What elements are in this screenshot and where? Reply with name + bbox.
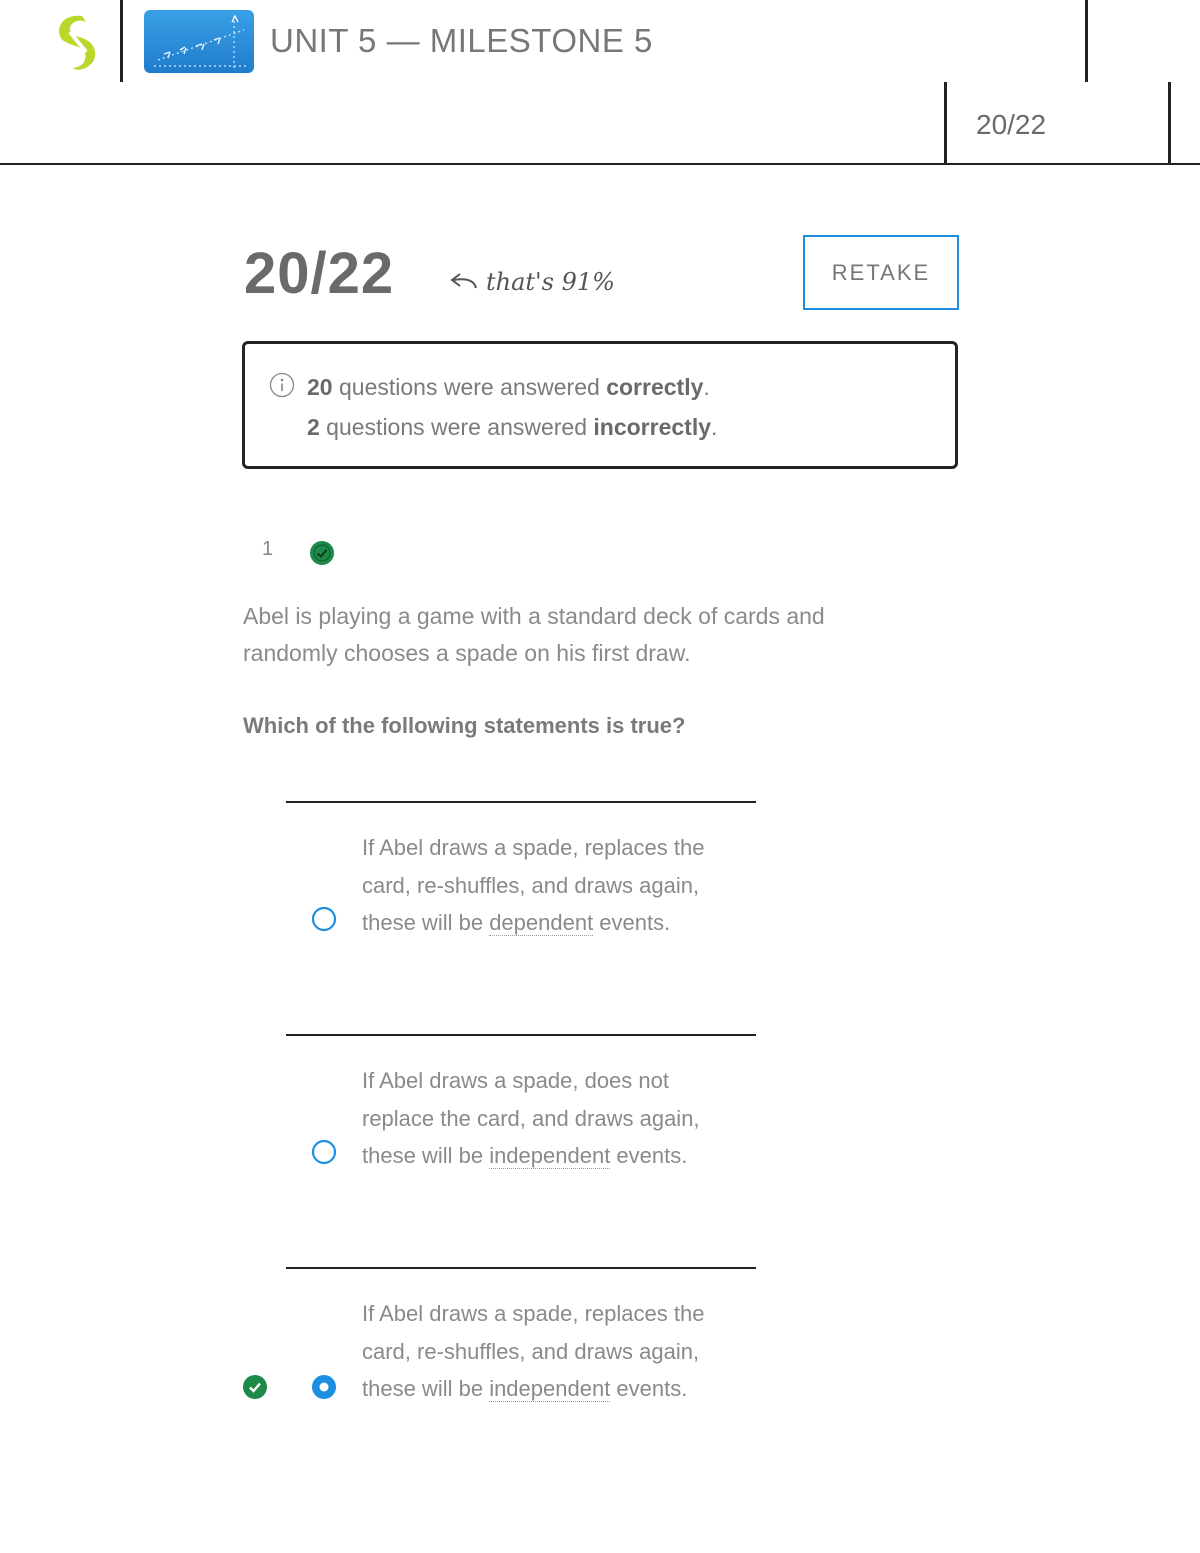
results-summary-box [242, 341, 958, 469]
answer-option[interactable] [362, 1062, 732, 1175]
percent-note [446, 264, 615, 300]
info-icon [269, 372, 295, 398]
option-text-end: events. [593, 910, 671, 935]
sophia-logo-icon [52, 12, 100, 72]
option-divider [286, 801, 756, 803]
radio-unselected-icon[interactable] [311, 906, 337, 932]
glossary-term-link[interactable]: dependent [489, 910, 594, 935]
glossary-term-link[interactable]: independent [489, 1143, 611, 1168]
percent-note-text: that's 91% [486, 268, 615, 296]
radio-selected-icon[interactable] [311, 1374, 337, 1400]
course-thumbnail [144, 10, 254, 73]
summary-period: . [703, 374, 710, 400]
option-text-end: events. [610, 1143, 688, 1168]
summary-text: questions were answered [319, 414, 594, 440]
header-divider [1085, 0, 1088, 82]
option-text: If Abel draws a spade, does not replace the card, and draws again, these will be [362, 1068, 700, 1168]
score-value: 20/22 [244, 241, 395, 306]
question-text: Abel is playing a game with a standard deck of cards and randomly chooses a spade on his first draw. [243, 603, 825, 666]
radio-unselected-icon[interactable] [311, 1139, 337, 1165]
option-text-end: events. [610, 1376, 688, 1401]
correct-check-icon [309, 540, 335, 566]
option-divider [286, 1034, 756, 1036]
header-score: 20/22 [976, 109, 1047, 140]
glossary-term-link[interactable]: independent [489, 1376, 611, 1401]
score-cell-left-border [944, 82, 947, 165]
incorrect-word: incorrectly [593, 414, 712, 440]
curved-arrow-left-icon [446, 268, 482, 296]
header-divider [120, 0, 123, 82]
unit-title: UNIT 5 — MILESTONE 5 [270, 22, 653, 59]
question-prompt: Which of the following statements is true? [243, 713, 686, 738]
incorrect-count: 2 [307, 414, 320, 440]
correct-answer-check-icon [242, 1374, 268, 1400]
question-number: 1 [262, 538, 274, 560]
option-text: If Abel draws a spade, replaces the card, re-shuffles, and draws again, these will be [362, 1301, 705, 1401]
summary-text: questions were answered [332, 374, 607, 400]
correct-summary-line [307, 374, 710, 401]
correct-word: correctly [606, 374, 704, 400]
correct-count: 20 [307, 374, 333, 400]
answer-option[interactable] [362, 1295, 732, 1408]
score-cell-right-border [1168, 82, 1171, 165]
option-divider [286, 1267, 756, 1269]
graph-sketch-icon [144, 10, 254, 73]
header-bottom-rule [0, 163, 1200, 165]
incorrect-summary-line [307, 414, 717, 441]
answer-option[interactable] [362, 829, 732, 942]
summary-period: . [711, 414, 718, 440]
option-text: If Abel draws a spade, replaces the card, re-shuffles, and draws again, these will be [362, 835, 705, 935]
retake-button[interactable]: RETAKE [803, 235, 959, 310]
